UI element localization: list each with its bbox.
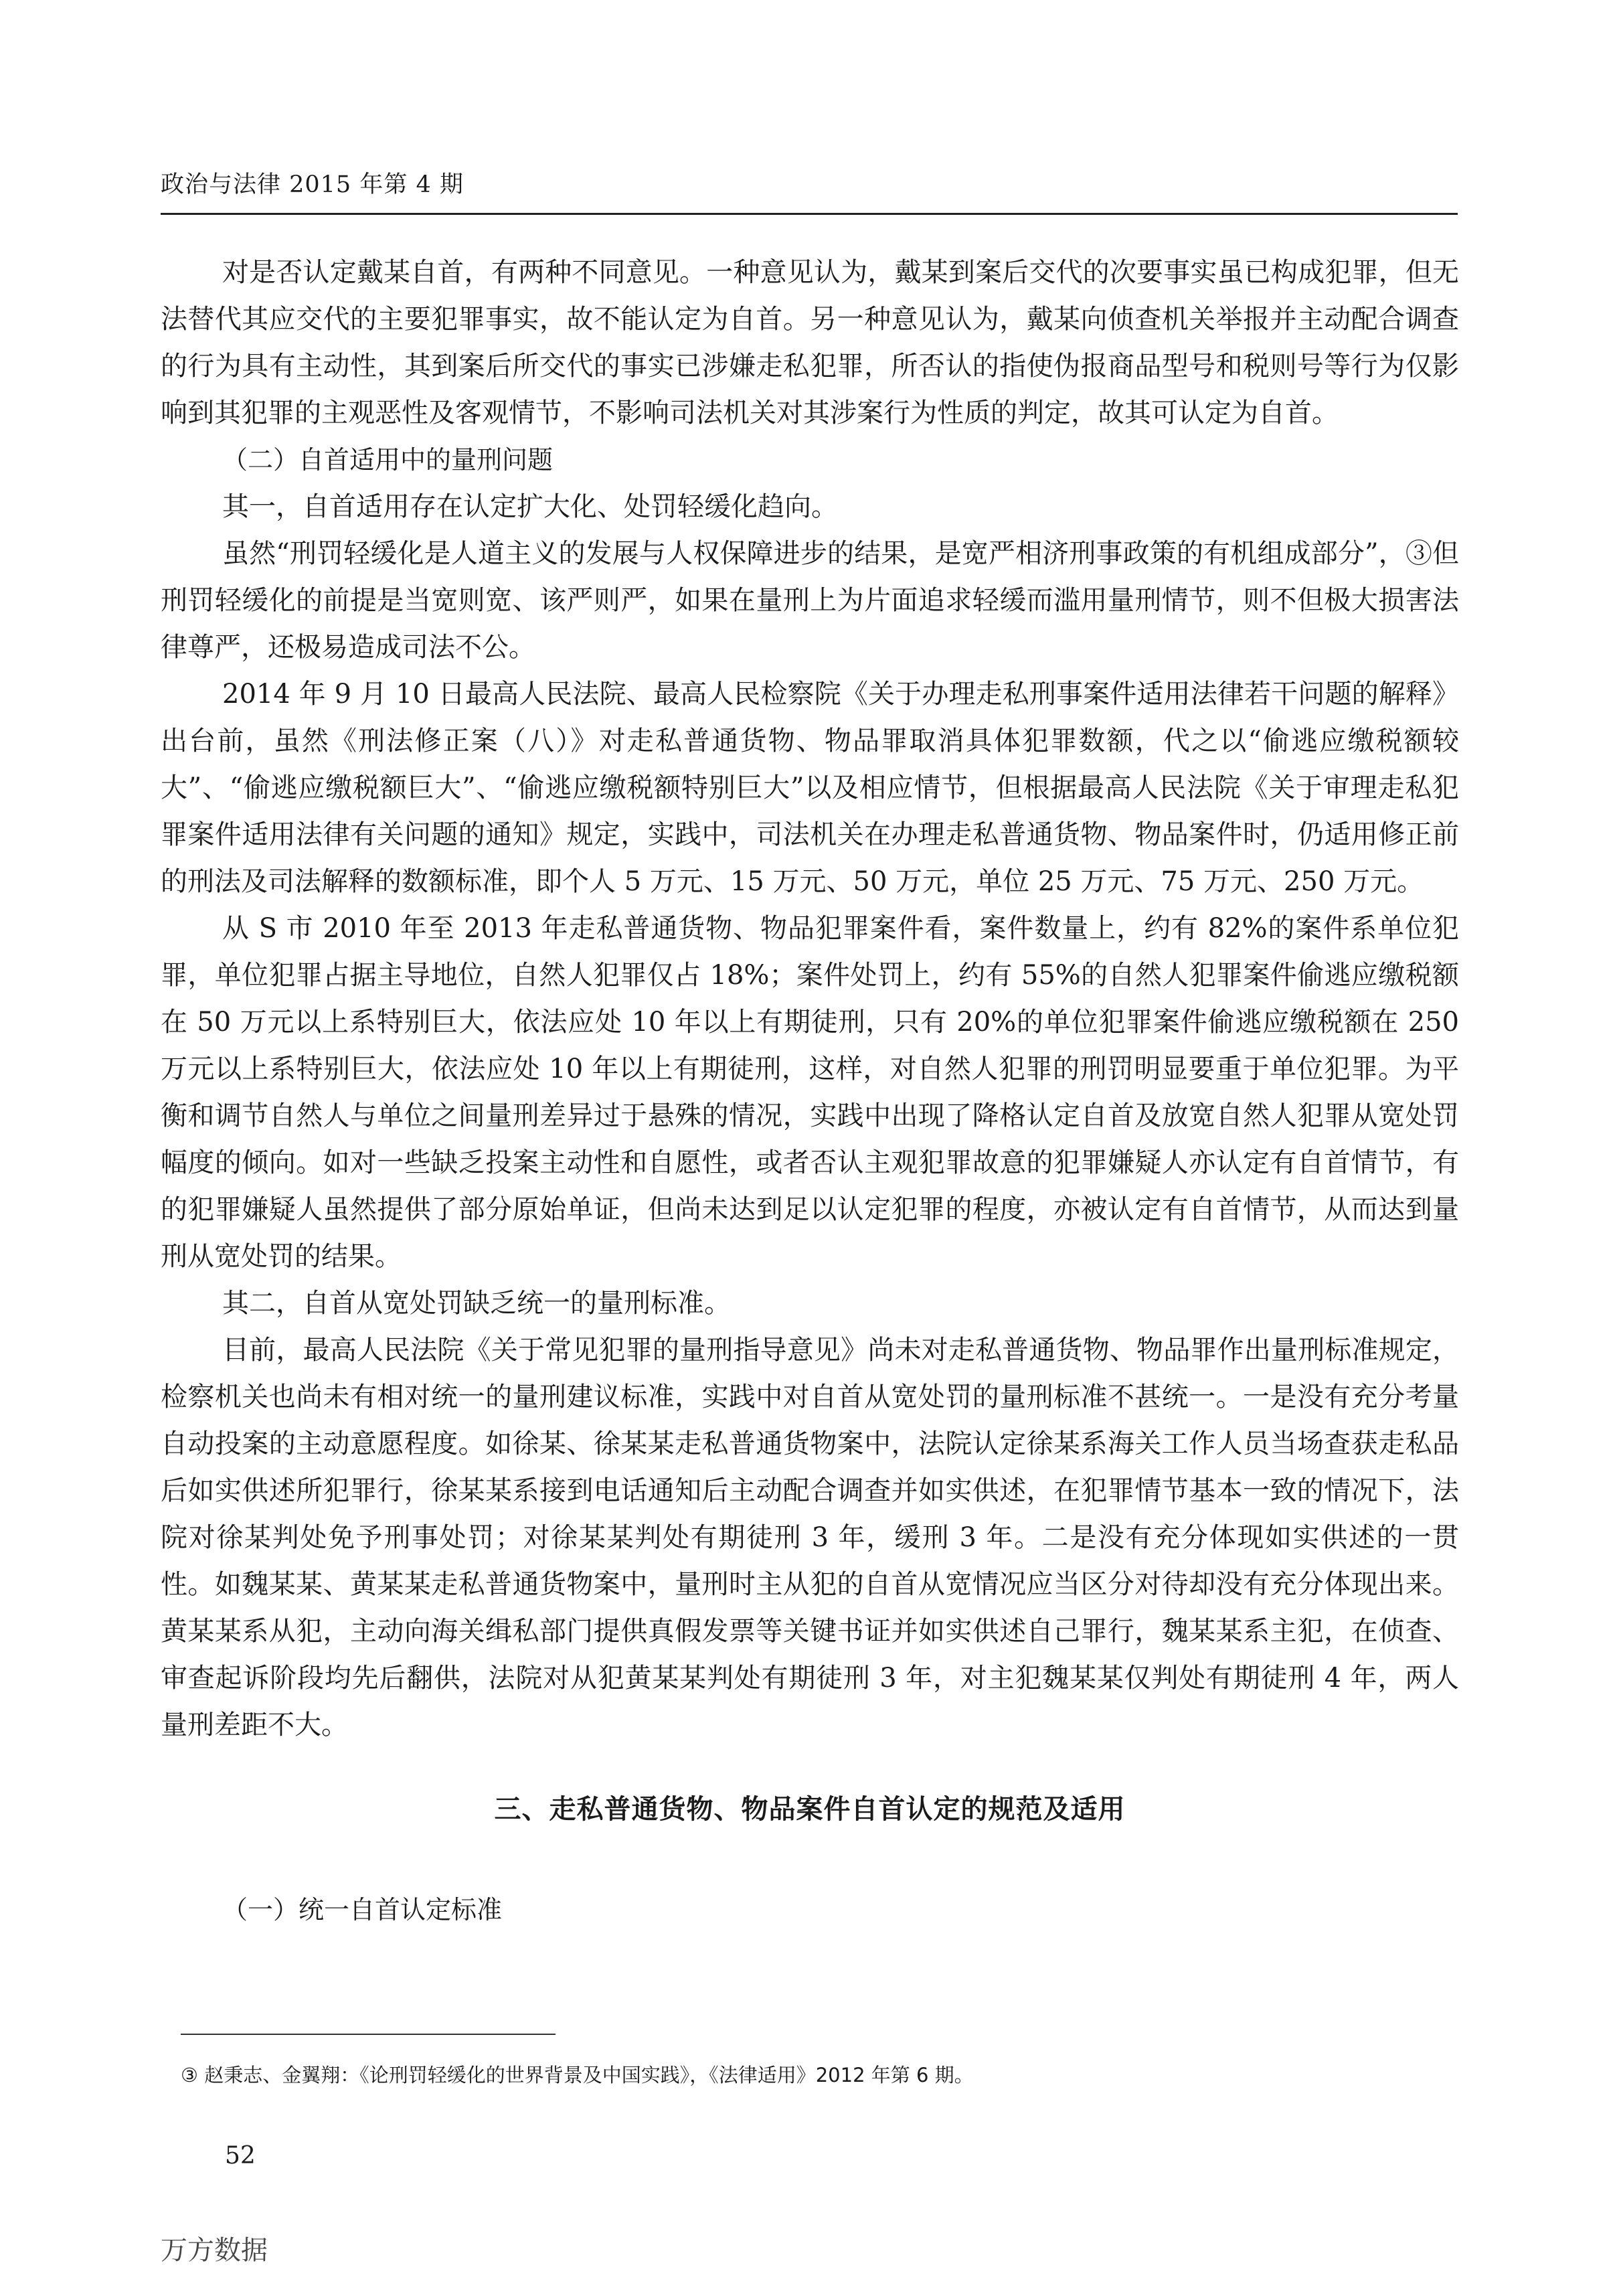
subsection-heading: （一）统一自首认定标准	[222, 1895, 503, 1924]
watermark: 万方数据	[161, 2235, 268, 2266]
page-number: 52	[225, 2142, 256, 2169]
footnote-rule	[181, 2034, 556, 2035]
header-rule	[161, 213, 1458, 215]
paragraph: 对是否认定戴某自首，有两种不同意见。一种意见认为，戴某到案后交代的次要事实虽已构成犯罪，但无法替代其应交代的主要犯罪事实，故不能认定为自首。另一种意见认为，戴某向侦查机关举报并主动配合调查的行为具有主动性，其到案后所交代的事实已涉嫌走私犯罪，所否认的指使伪报商品型号和税则号等行为仅影响到其犯罪的主观恶性及客观情节，不影响司法机关对其涉案行为性质的判定，故其可认定为自首。	[161, 257, 1459, 428]
subsection-heading: （二）自首适用中的量刑问题	[222, 445, 554, 475]
paragraph: 其二，自首从宽处罚缺乏统一的量刑标准。	[222, 1288, 731, 1319]
body-text	[161, 249, 1459, 1933]
paragraph: 从 S 市 2010 年至 2013 年走私普通货物、物品犯罪案件看，案件数量上，约有 82%的案件系单位犯罪，单位犯罪占据主导地位，自然人犯罪仅占 18%；案件处罚上，约有 55%的自然人犯罪案件偷逃应缴税额在 50 万元以上系特别巨大，依法应处 10 年以上有期徒刑，只有 20%的单位犯罪案件偷逃应缴税额在 250 万元以上系特别巨大，依法应处 10 年以上有期徒刑，这样，对自然人犯罪的刑罚明显要重于单位犯罪。为平衡和调节自然人与单位之间量刑差异过于悬殊的情况，实践中出现了降格认定自首及放宽自然人犯罪从宽处罚幅度的倾向。如对一些缺乏投案主动性和自愿性，或者否认主观犯罪故意的犯罪嫌疑人亦认定有自首情节，有的犯罪嫌疑人虽然提供了部分原始单证，但尚未达到足以认定犯罪的程度，亦被认定有自首情节，从而达到量刑从宽处罚的结果。	[161, 913, 1459, 1272]
section-heading: 三、走私普通货物、物品案件自首认定的规范及适用	[494, 1794, 1126, 1825]
paragraph: 目前，最高人民法院《关于常见犯罪的量刑指导意见》尚未对走私普通货物、物品罪作出量刑标准规定，检察机关也尚未有相对统一的量刑建议标准，实践中对自首从宽处罚的量刑标准不甚统一。一是没有充分考量自动投案的主动意愿程度。如徐某、徐某某走私普通货物案中，法院认定徐某系海关工作人员当场查获走私品后如实供述所犯罪行，徐某某系接到电话通知后主动配合调查并如实供述，在犯罪情节基本一致的情况下，法院对徐某判处免予刑事处罚；对徐某某判处有期徒刑 3 年，缓刑 3 年。二是没有充分体现如实供述的一贯性。如魏某某、黄某某走私普通货物案中，量刑时主从犯的自首从宽情况应当区分对待却没有充分体现出来。黄某某系从犯，主动向海关缉私部门提供真假发票等关键书证并如实供述自己罪行，魏某某系主犯，在侦查、审查起诉阶段均先后翻供，法院对从犯黄某某判处有期徒刑 3 年，对主犯魏某某仅判处有期徒刑 4 年，两人量刑差距不大。	[161, 1335, 1459, 1740]
footnote: ③ 赵秉志、金翼翔：《论刑罚轻缓化的世界背景及中国实践》，《法律适用》2012 年第 6 期。	[181, 2064, 974, 2086]
running-head: 政治与法律 2015 年第 4 期	[161, 171, 464, 198]
paragraph: 虽然“刑罚轻缓化是人道主义的发展与人权保障进步的结果，是宽严相济刑事政策的有机组成部分”，③但刑罚轻缓化的前提是当宽则宽、该严则严，如果在量刑上为片面追求轻缓而滥用量刑情节，则不但极大损害法律尊严，还极易造成司法不公。	[161, 538, 1459, 663]
paragraph: 2014 年 9 月 10 日最高人民法院、最高人民检察院《关于办理走私刑事案件适用法律若干问题的解释》出台前，虽然《刑法修正案（八）》对走私普通货物、物品罪取消具体犯罪数额，代之以“偷逃应缴税额较大”、“偷逃应缴税额巨大”、“偷逃应缴税额特别巨大”以及相应情节，但根据最高人民法院《关于审理走私犯罪案件适用法律有关问题的通知》规定，实践中，司法机关在办理走私普通货物、物品案件时，仍适用修正前的刑法及司法解释的数额标准，即个人 5 万元、15 万元、50 万元，单位 25 万元、75 万元、250 万元。	[161, 679, 1459, 897]
paragraph: 其一，自首适用存在认定扩大化、处罚轻缓化趋向。	[222, 491, 838, 522]
